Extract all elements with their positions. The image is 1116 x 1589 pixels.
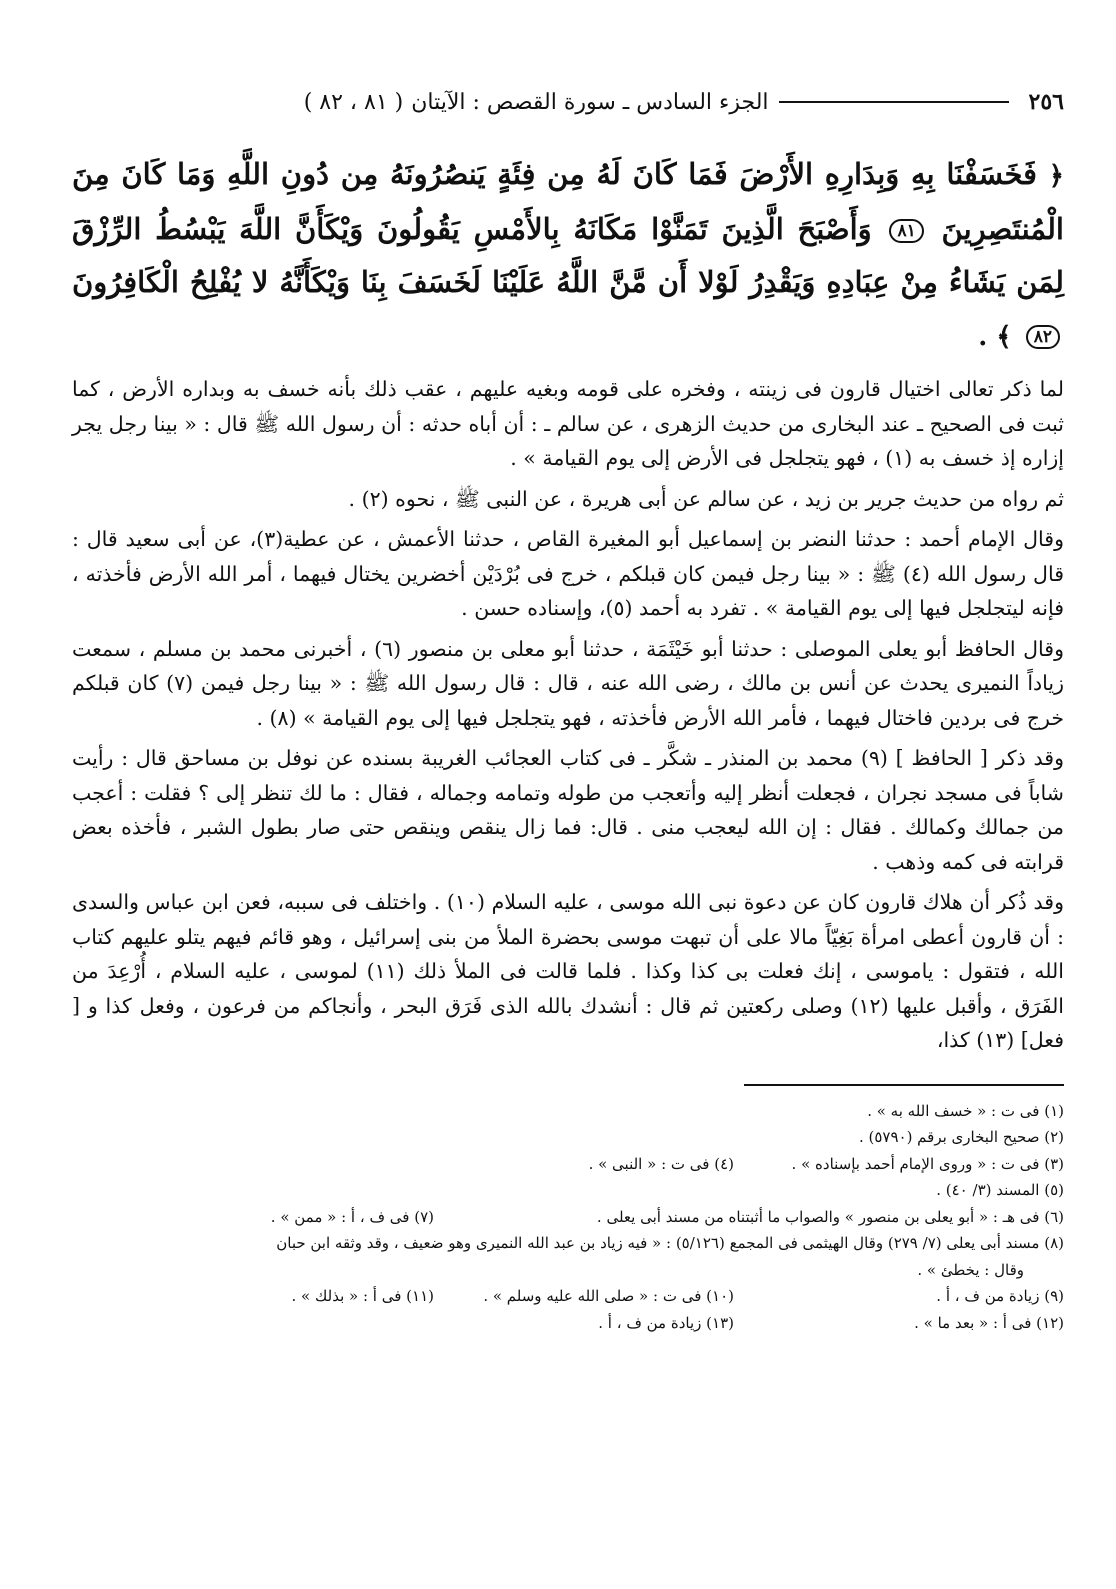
footnote-1: (١) فى ت : « خسف الله به » . (867, 1101, 1064, 1120)
footnote-6: (٦) فى هـ : « أبو يعلى بن منصور » والصواب ما أثبتناه من مسند أبى يعلى . (596, 1207, 1064, 1226)
footnote-12: (١٢) فى أ : « بعد ما » . (914, 1313, 1064, 1332)
footnote-row (72, 1204, 1064, 1231)
quran-verse (72, 148, 1064, 364)
ayah-marker-82: ٨٢ (1026, 325, 1060, 349)
footnotes (72, 1098, 1064, 1337)
page-number: ٢٥٦ (1028, 89, 1064, 115)
footnote-row (72, 1151, 1064, 1178)
paragraph: وقال الحافظ أبو يعلى الموصلى : حدثنا أبو خَيْثَمَة ، حدثنا أبو معلى بن منصور (٦) ، أخبرنى محمد بن مسلم ، سمعت زياداً النميرى يحدث عن أنس بن مالك ، رضى الله عنه ، قال : قال رسول الله ﷺ : « بينا رجل فيمن (٧) كان قبلكم خرج فى بردين فاختال فيهما ، فأمر الله الأرض فأخذته ، فهو يتجلجل فيها إلى يوم القيامة » (٨) . (72, 636, 1065, 730)
footnote-row (72, 1283, 1064, 1310)
paragraph: لما ذكر تعالى اختيال قارون فى زينته ، وفخره على قومه وبغيه عليهم ، عقب ذلك بأنه خسف به وبداره الأرض ، كما ثبت فى الصحيح ـ عند البخارى من حديث الزهرى ، عن سالم ـ : أن أباه حدثه : أن رسول الله ﷺ قال : « بينا رجل يجر إزاره إذ خسف به (١) ، فهو يتجلجل فى الأرض إلى يوم القيامة » . (72, 377, 1064, 470)
paragraph: وقد ذكر [ الحافظ ] (٩) محمد بن المنذر ـ شكَّر ـ فى كتاب العجائب الغريبة بسنده عن نوفل بن مساحق قال : رأيت شاباً فى مسجد نجران ، فجعلت أنظر إليه وأتعجب من طوله وتمامه وجماله ، فقال : ما لك تنظر إلى ؟ فقلت : أعجب من جمالك وكمالك . فقال : إن الله ليعجب منى . قال: فما زال ينقص وينقص حتى صار بطول الشبر ، فأخذه بعض قرابته فى كمه وذهب . (72, 746, 1064, 874)
header-title: الجزء السادس ـ سورة القصص : الآيتان (411, 89, 769, 115)
running-header (72, 84, 1064, 120)
header-ayat-range: ( ٨١ ، ٨٢ ) (303, 89, 404, 115)
footnote-2: (٢) صحيح البخارى برقم (٥٧٩٠) . (858, 1128, 1064, 1146)
footnote-separator (744, 1084, 1064, 1086)
footnote-9: (٩) زيادة من ف ، أ . (936, 1287, 1064, 1305)
footnote-5: (٥) المسند (٣/ ٤٠) . (936, 1181, 1064, 1199)
footnote-4: (٤) فى ت : « النبى » . (588, 1154, 734, 1173)
footnote-13: (١٣) زيادة من ف ، أ . (598, 1313, 734, 1332)
verse-close-bracket: ﴾ . (978, 322, 1012, 352)
header-rule (779, 101, 1009, 103)
verse-text-part2: وَأَصْبَحَ الَّذِينَ تَمَنَّوْا مَكَانَهُ بِالأَمْسِ يَقُولُونَ وَيْكَأَنَّ اللَّهَ يَبْسُطُ الرِّزْقَ لِمَن يَشَاءُ مِنْ عِبَادِهِ وَيَقْدِرُ لَوْلا أَن مَّنَّ اللَّهُ عَلَيْنَا لَخَسَفَ بِنَا وَيْكَأَنَّهُ لا يُفْلِحُ الْكَافِرُونَ (72, 212, 1064, 299)
verse-open-bracket: ﴿ (1048, 161, 1064, 191)
footnote-8: (٨) مسند أبى يعلى (٧/ ٢٧٩) وقال الهيثمى فى المجمع (٥/١٢٦) : « فيه زياد بن عبد الله النميرى وهو ضعيف ، وقد وثقه ابن حبان (276, 1234, 1064, 1252)
paragraph: وقال الإمام أحمد : حدثنا النضر بن إسماعيل أبو المغيرة القاص ، حدثنا الأعمش ، عن عطية(٣)، عن أبى سعيد قال : قال رسول الله (٤) ﷺ : « بينا رجل فيمن كان قبلكم ، خرج فى بُرْدَيْن أخضرين يختال فيهما ، أمر الله الأرض فأخذته ، فإنه ليتجلجل فيها إلى يوم القيامة » . تفرد به أحمد (٥)، وإسناده حسن . (72, 527, 1064, 620)
footnote-3: (٣) فى ت : « وروى الإمام أحمد بإسناده » . (791, 1154, 1064, 1173)
footnote-7: (٧) فى ف ، أ : « ممن » . (270, 1207, 434, 1226)
paragraph: ثم رواه من حديث جرير بن زيد ، عن سالم عن أبى هريرة ، عن النبى ﷺ ، نحوه (٢) . (348, 486, 1064, 511)
footnote-10: (١٠) فى ت : « صلى الله عليه وسلم » . (483, 1287, 734, 1305)
verse-text-part1: فَخَسَفْنَا بِهِ وَبِدَارِهِ الأَرْضَ فَمَا كَانَ لَهُ مِن فِئَةٍ يَنصُرُونَهُ مِن دُونِ اللَّهِ وَمَا كَانَ مِنَ الْمُنتَصِرِينَ (72, 157, 1064, 246)
footnote-11: (١١) فى أ : « بذلك » . (291, 1287, 434, 1305)
footnote-8-continued: وقال : يخطئ » . (917, 1260, 1024, 1279)
commentary-body (72, 372, 1064, 1058)
footnote-row (72, 1310, 1064, 1337)
ayah-marker-81: ٨١ (889, 219, 923, 243)
paragraph: وقد ذُكر أن هلاك قارون كان عن دعوة نبى الله موسى ، عليه السلام (١٠) . واختلف فى سببه، فعن ابن عباس والسدى : أن قارون أعطى امرأة بَغِيّاً مالا على أن تبهت موسى بحضرة الملأ من بنى إسرائيل ، وهو قائم فيهم يتلو عليهم كتاب الله ، فتقول : ياموسى ، إنك فعلت بى كذا وكذا . فلما قالت فى الملأ ذلك (١١) لموسى ، عليه السلام ، أُرْعِدَ من الفَرَق ، وأقبل عليها (١٢) وصلى ركعتين ثم قال : أنشدك بالله الذى فَرَق البحر ، وأنجاكم من فرعون ، وفعل كذا و [ فعل] (١٣) كذا، (72, 890, 1065, 1052)
